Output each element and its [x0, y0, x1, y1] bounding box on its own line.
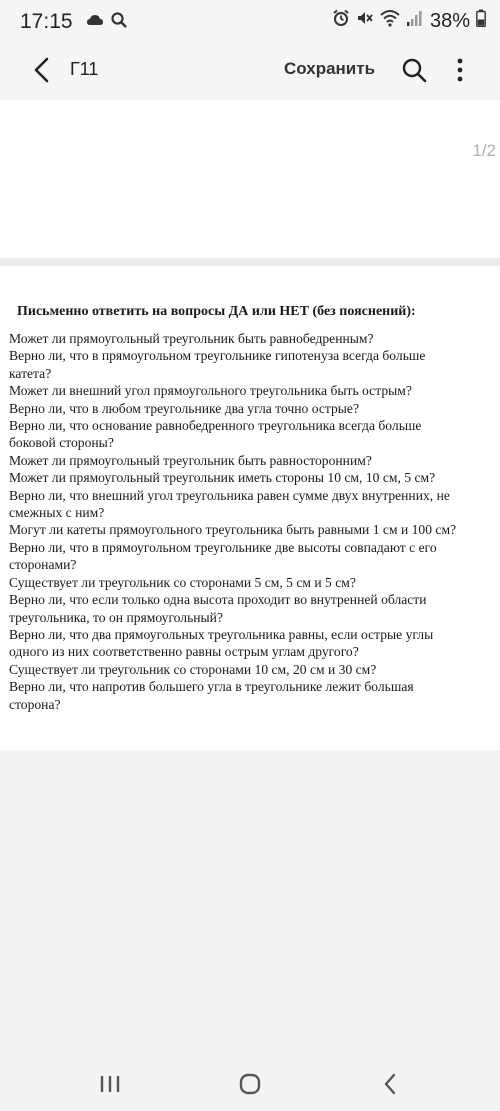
- question-line: Верно ли, что основание равнобедренного треугольника всегда больше: [9, 418, 422, 434]
- status-notification-icons: [86, 11, 128, 34]
- signal-icon: [406, 9, 424, 33]
- page-divider: [0, 258, 500, 266]
- question-line: Может ли внешний угол прямоугольного треугольника быть острым?: [9, 383, 412, 399]
- battery-percent: 38%: [429, 9, 470, 32]
- status-right-area: [332, 9, 486, 33]
- back-button[interactable]: [26, 56, 58, 88]
- question-list: [9, 330, 495, 713]
- question-line: Может ли прямоугольный треугольник иметь стороны 10 см, 10 см, 5 см?: [9, 470, 436, 486]
- question-line: Существует ли треугольник со сторонами 5 см, 5 см и 5 см?: [9, 574, 356, 590]
- question-line: треугольника, то он прямоугольный?: [9, 609, 223, 625]
- save-button[interactable]: Сохранить: [284, 59, 376, 78]
- question-line: сторонами?: [9, 557, 77, 573]
- wifi-icon: [380, 9, 400, 33]
- system-back-button[interactable]: [370, 1069, 410, 1103]
- status-time: 17:15: [20, 10, 73, 33]
- question-line: катета?: [9, 365, 52, 381]
- question-line: сторона?: [9, 696, 61, 712]
- recent-apps-icon: [99, 1074, 121, 1099]
- home-icon: [238, 1072, 262, 1101]
- page-indicator: 1/2: [472, 141, 496, 160]
- question-line: Верно ли, что в прямоугольном треугольнике две высоты совпадают с его: [9, 539, 437, 555]
- question-line: Верно ли, что внешний угол треугольника равен сумме двух внутренних, не: [9, 487, 450, 503]
- app-bar: [0, 44, 500, 100]
- status-bar: [0, 0, 500, 44]
- recent-apps-button[interactable]: [90, 1069, 130, 1103]
- home-button[interactable]: [230, 1069, 270, 1103]
- question-line: одного из них соответственно равны острым углам другого?: [9, 644, 359, 660]
- question-line: Может ли прямоугольный треугольник быть равнобедренным?: [9, 331, 374, 346]
- document-heading: Письменно ответить на вопросы ДА или НЕТ (без пояснений):: [17, 304, 416, 319]
- search-button[interactable]: [398, 56, 430, 88]
- question-line: Верно ли, что в прямоугольном треугольнике гипотенуза всегда больше: [9, 348, 426, 364]
- chevron-left-icon: [382, 1073, 398, 1100]
- question-line: Верно ли, что два прямоугольных треугольника равны, если острые углы: [9, 626, 434, 642]
- mute-icon: [356, 9, 374, 33]
- question-line: боковой стороны?: [9, 435, 114, 451]
- question-line: Могут ли катеты прямоугольного треугольника быть равными 1 см и 100 см?: [9, 522, 457, 538]
- more-options-button[interactable]: [446, 56, 474, 88]
- more-vertical-icon: [457, 58, 463, 87]
- search-icon: [110, 11, 128, 34]
- document-page-top[interactable]: [0, 100, 500, 258]
- question-line: Может ли прямоугольный треугольник быть равносторонним?: [9, 452, 372, 468]
- cloud-icon: [86, 11, 104, 34]
- question-line: смежных с ним?: [9, 505, 105, 521]
- alarm-icon: [332, 9, 350, 33]
- question-line: Верно ли, что напротив большего угла в треугольнике лежит большая: [9, 679, 414, 695]
- battery-icon: [476, 9, 486, 33]
- chevron-left-icon: [33, 57, 51, 88]
- document-page[interactable]: [0, 266, 500, 750]
- system-nav-bar: [0, 1061, 500, 1111]
- question-line: Верно ли, что если только одна высота проходит во внутренней области: [9, 592, 427, 608]
- viewer-background: [0, 750, 500, 1061]
- document-title: Г11: [70, 59, 99, 79]
- search-icon: [401, 57, 427, 88]
- question-line: Верно ли, что в любом треугольнике два угла точно острые?: [9, 400, 359, 416]
- question-line: Существует ли треугольник со сторонами 10 см, 20 см и 30 см?: [9, 661, 377, 677]
